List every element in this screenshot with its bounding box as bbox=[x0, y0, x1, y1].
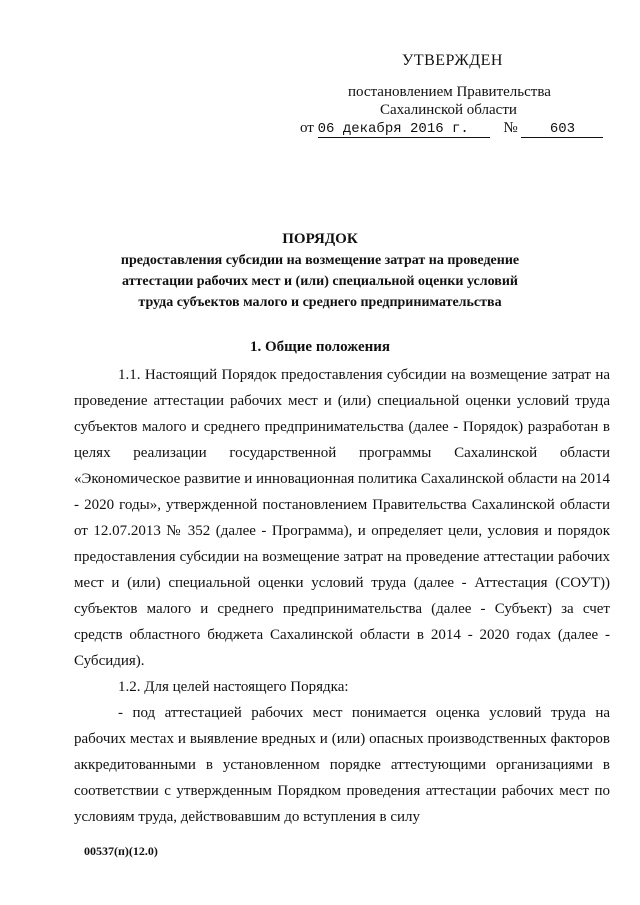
document-code: 00537(п)(12.0) bbox=[84, 844, 158, 858]
approval-line-resolution: постановлением Правительства bbox=[348, 84, 551, 100]
paragraph-definition: - под аттестацией рабочих мест понимается оценка условий труда на рабочих местах и выявление вредных и (или) опасных производственных факторов аккредитованными в установленном порядке аттестующими организациями в соответствии с утвержденным Порядком проведения аттестации рабочих мест по условиям труда, действовавшим до вступления в силу bbox=[74, 705, 610, 825]
from-label: от bbox=[300, 120, 314, 136]
approval-date: 06 декабря 2016 г. bbox=[318, 122, 490, 138]
section-heading: 1. Общие положения bbox=[249, 339, 391, 355]
paragraph-1-2: 1.2. Для целей настоящего Порядка: bbox=[118, 679, 349, 695]
document-title: ПОРЯДОК bbox=[282, 231, 358, 247]
approval-line-region: Сахалинской области bbox=[380, 102, 517, 118]
document-body bbox=[74, 362, 610, 830]
approved-heading: УТВЕРЖДЕН bbox=[402, 52, 503, 69]
number-label: № bbox=[503, 120, 518, 136]
document-subtitle: предоставления субсидии на возмещение затрат на проведение аттестации рабочих мест и (или) специальной оценки условий труда субъектов малого и среднего предпринимательства bbox=[120, 253, 520, 310]
approval-number: 603 bbox=[521, 122, 603, 138]
paragraph-1-1: 1.1. Настоящий Порядок предоставления субсидии на возмещение затрат на проведение аттестации рабочих мест и (или) специальной оценки условий труда субъектов малого и среднего предпринимательства (далее - Порядок) разработан в целях реализации государственной программы Сахалинской области «Экономическое развитие и инновационная политика Сахалинской области на 2014 - 2020 годы», утвержденной постановлением Правительства Сахалинской области от 12.07.2013 № 352 (далее - Программа), и определяет цели, условия и порядок предоставления субсидии на возмещение затрат на проведение аттестации рабочих мест и (или) специальной оценки условий труда (далее - Аттестация (СОУТ)) субъектов малого и среднего предпринимательства (далее - Субъект) за счет средств областного бюджета Сахалинской области в 2014 - 2020 годах (далее - Субсидия). bbox=[74, 367, 611, 669]
approval-date-number-line bbox=[300, 120, 603, 138]
